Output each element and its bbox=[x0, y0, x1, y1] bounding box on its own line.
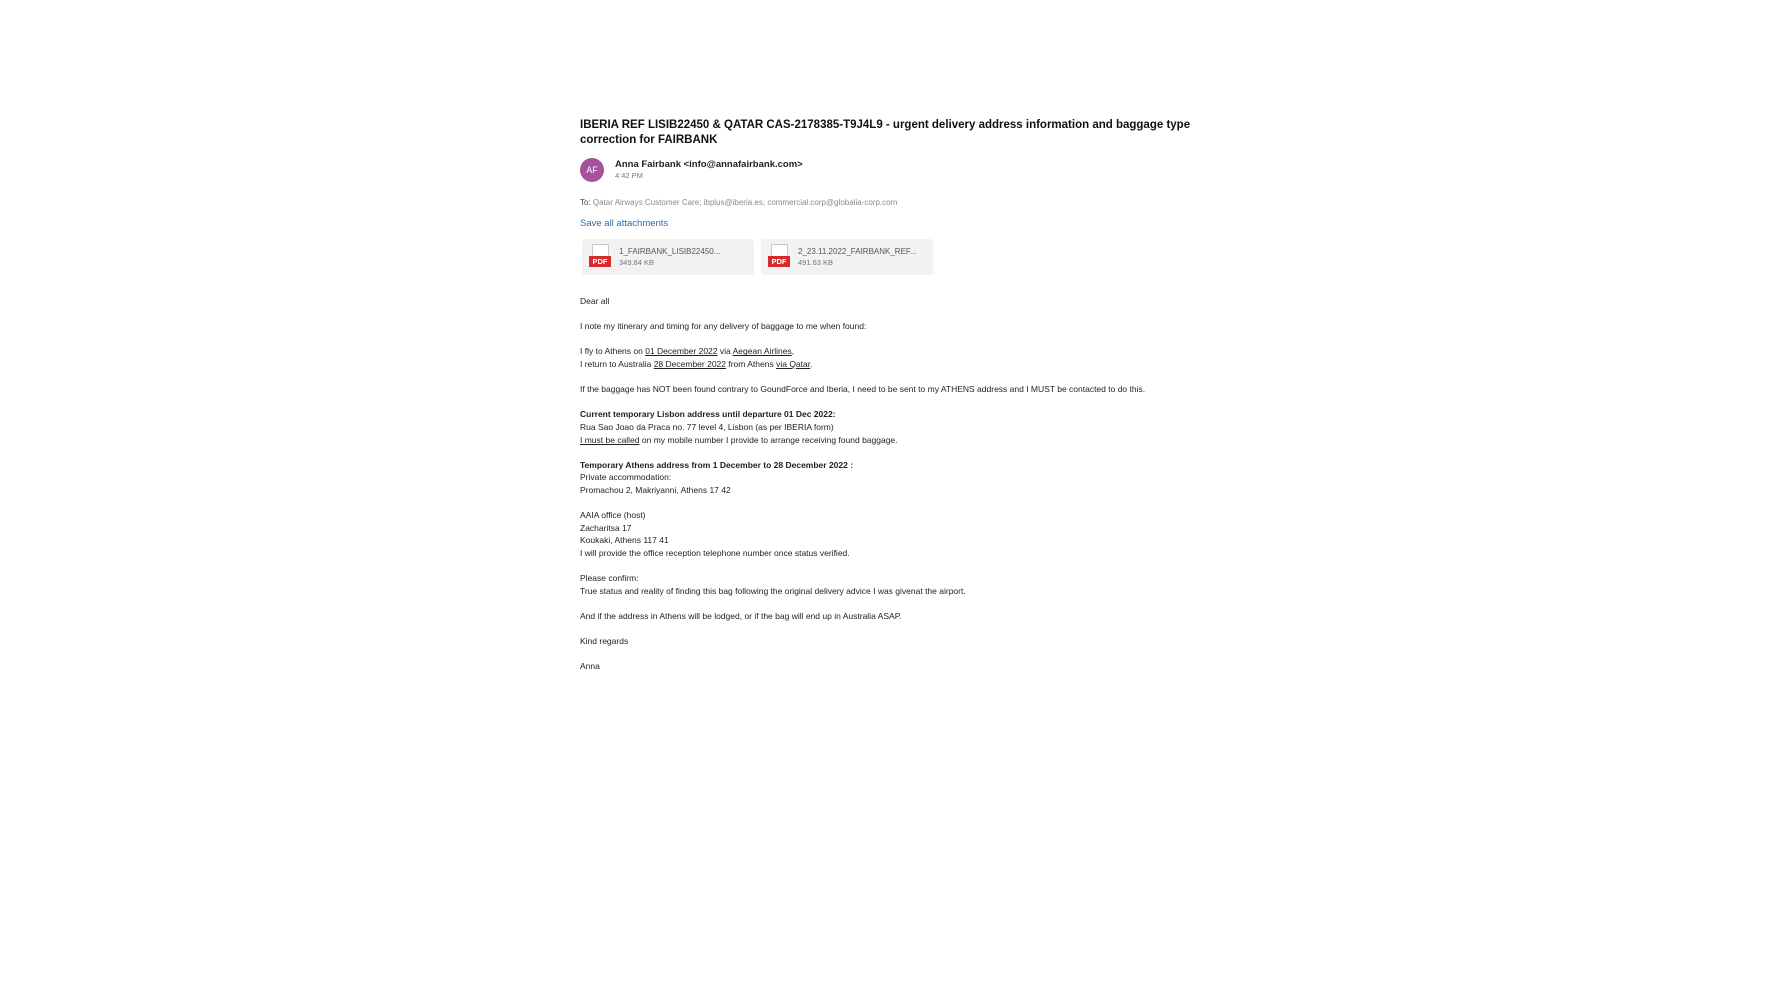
attachment-name: 1_FAIRBANK_LISIB22450... bbox=[619, 247, 721, 256]
confirm-label: Please confirm: bbox=[580, 573, 639, 584]
lisbon-address: Rua Sao Joao da Praca no. 77 level 4, Lisbon (as per IBERIA form) bbox=[580, 421, 834, 432]
private-label: Private accommodation: bbox=[580, 472, 672, 483]
attachment-info bbox=[619, 246, 720, 268]
pdf-tag: PDF bbox=[589, 256, 611, 267]
sender-info bbox=[615, 159, 803, 181]
attachment-card[interactable] bbox=[761, 239, 933, 275]
pdf-icon bbox=[768, 244, 790, 270]
save-all-attachments-link[interactable]: Save all attachments bbox=[580, 218, 669, 229]
lisbon-paragraph bbox=[580, 408, 1220, 446]
fly-line: I fly to Athens on 01 December 2022 via Aegean Airlines, bbox=[580, 346, 795, 357]
lisbon-heading: Current temporary Lisbon address until departure 01 Dec 2022: bbox=[580, 409, 836, 420]
athens-heading: Temporary Athens address from 1 December to 28 December 2022 : bbox=[580, 459, 854, 470]
avatar[interactable]: AF bbox=[580, 158, 604, 182]
recipients-line bbox=[580, 198, 1220, 207]
signature: Anna bbox=[580, 661, 600, 672]
office-paragraph bbox=[580, 509, 1220, 559]
attachment-card[interactable] bbox=[582, 239, 754, 275]
pdf-icon bbox=[589, 244, 611, 270]
regards: Kind regards bbox=[580, 636, 629, 647]
to-label: To: bbox=[580, 198, 591, 207]
intro-paragraph: I note my itinerary and timing for any delivery of baggage to me when found: bbox=[580, 321, 867, 332]
attachments-list bbox=[582, 239, 1220, 275]
email-body bbox=[580, 295, 1220, 673]
return-date-link[interactable]: 28 December 2022 bbox=[653, 358, 726, 369]
sender-name[interactable]: Anna Fairbank <info@annafairbank.com> bbox=[615, 159, 803, 170]
office-note: I will provide the office reception telephone number once status verified. bbox=[580, 547, 850, 558]
confirm-text: True status and reality of finding this bag following the original delivery advice I was givenat the airport. bbox=[580, 585, 966, 596]
office-street: Zacharitsa 17 bbox=[580, 522, 632, 533]
office-label: AAIA office (host) bbox=[580, 510, 646, 521]
sent-time: 4:42 PM bbox=[615, 171, 643, 180]
airline-link[interactable]: Aegean Airlines bbox=[732, 346, 792, 357]
return-line: I return to Australia 28 December 2022 from Athens via Qatar. bbox=[580, 358, 813, 369]
not-found-paragraph: If the baggage has NOT been found contrary to GoundForce and Iberia, I need to be sent to my ATHENS address and I MUST be contacted to do this. bbox=[580, 384, 1146, 395]
must-be-called-link[interactable]: I must be called bbox=[580, 434, 640, 445]
attachment-size: 491.63 KB bbox=[798, 258, 834, 267]
recipients[interactable]: Qatar Airways Customer Care; ibplus@iberia.es; commercial.corp@globalia-corp.com bbox=[592, 198, 898, 207]
attachment-info bbox=[798, 246, 917, 268]
pdf-tag: PDF bbox=[768, 256, 790, 267]
athens-paragraph bbox=[580, 459, 1220, 497]
office-city: Koukaki, Athens 117 41 bbox=[580, 535, 669, 546]
called-line: I must be called on my mobile number I provide to arrange receiving found baggage. bbox=[580, 434, 898, 445]
sender-row bbox=[580, 158, 1220, 182]
greeting: Dear all bbox=[580, 296, 610, 306]
athens-question: And if the address in Athens will be lodged, or if the bag will end up in Australia ASAP. bbox=[580, 610, 902, 621]
fly-date-link[interactable]: 01 December 2022 bbox=[645, 346, 718, 357]
qatar-link[interactable]: via Qatar bbox=[776, 358, 811, 369]
attachment-name: 2_23.11.2022_FAIRBANK_REF... bbox=[798, 247, 917, 256]
email-message bbox=[580, 118, 1220, 685]
attachment-size: 349.84 KB bbox=[619, 258, 655, 267]
email-subject: IBERIA REF LISIB22450 & QATAR CAS-2178385-T9J4L9 - urgent delivery address information and baggage type correction for FAIRBANK bbox=[580, 119, 1191, 146]
private-address: Promachou 2, Makriyanni, Athens 17 42 bbox=[580, 484, 731, 495]
itinerary-paragraph bbox=[580, 345, 1220, 370]
confirm-paragraph bbox=[580, 572, 1220, 597]
